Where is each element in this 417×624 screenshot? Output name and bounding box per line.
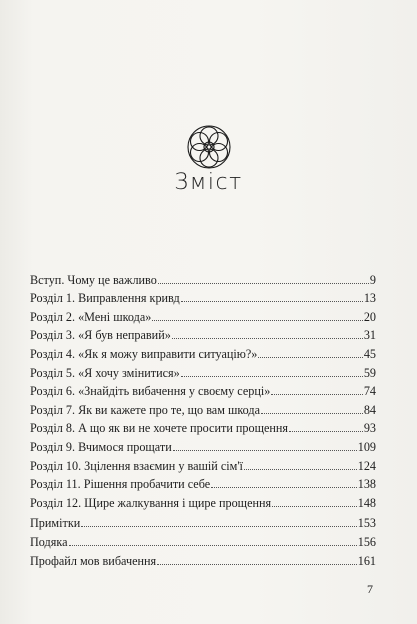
leader-dots	[173, 450, 357, 451]
toc-entry[interactable]	[30, 361, 376, 380]
toc-entry[interactable]	[30, 454, 376, 473]
toc-entry-title: Розділ 7. Як ви кажете про те, що вам шкода	[30, 402, 260, 417]
toc-entry-title: Розділ 9. Вчимося прощати	[30, 439, 172, 454]
toc-entry-page: 109	[357, 439, 376, 454]
toc-entry-title: Розділ 8. А що як ви не хочете просити прощення	[30, 421, 289, 436]
leader-dots	[81, 526, 356, 527]
toc-entry-title: Подяка	[30, 534, 68, 549]
toc-entry-page: 31	[363, 328, 376, 343]
leader-dots	[211, 487, 357, 488]
toc-entry[interactable]	[30, 398, 376, 417]
toc-entry[interactable]	[30, 491, 376, 510]
toc-entry-page: 59	[363, 365, 376, 380]
leader-dots	[258, 357, 362, 358]
toc-entry[interactable]	[30, 305, 376, 324]
toc-entry-page: 124	[357, 458, 376, 473]
toc-entry-page: 20	[363, 309, 376, 324]
table-of-contents	[30, 268, 376, 568]
toc-entry-title: Вступ. Чому це важливо	[30, 272, 157, 287]
toc-entry[interactable]	[30, 473, 376, 492]
circular-knot-ornament-icon	[186, 124, 232, 170]
leader-dots	[289, 431, 363, 432]
toc-entry[interactable]	[30, 549, 376, 568]
toc-entry-page: 161	[357, 553, 376, 568]
toc-entry-page: 138	[357, 477, 376, 492]
leader-dots	[158, 283, 369, 284]
leader-dots	[181, 376, 363, 377]
toc-entry-title: Розділ 6. «Знайдіть вибачення у своєму серці»	[30, 384, 271, 399]
leader-dots	[261, 413, 363, 414]
toc-entry-page: 74	[363, 384, 376, 399]
leader-dots	[181, 301, 363, 302]
toc-entry-page: 13	[363, 291, 376, 306]
page-number: 7	[367, 582, 373, 596]
leader-dots	[172, 338, 363, 339]
toc-entry-title: Розділ 2. «Мені шкода»	[30, 309, 152, 324]
toc-entry-title: Розділ 3. «Я був неправий»	[30, 328, 171, 343]
toc-entry-title: Примітки	[30, 516, 81, 531]
toc-entry-title: Розділ 12. Щире жалкування і щире прощення	[30, 495, 272, 510]
toc-entry-title: Розділ 10. Зцілення взаємин у вашій сім'ї	[30, 458, 243, 473]
toc-entry-page: 153	[357, 516, 376, 531]
toc-entry-title: Профайл мов вибачення	[30, 553, 157, 568]
page-title: Зміст	[174, 170, 243, 195]
toc-entry-title: Розділ 11. Рішення пробачити себе	[30, 477, 211, 492]
leader-dots	[271, 394, 362, 395]
leader-dots	[272, 506, 357, 507]
toc-entry-title: Розділ 5. «Я хочу змінитися»	[30, 365, 180, 380]
toc-entry[interactable]	[30, 342, 376, 361]
toc-entry-page: 45	[363, 346, 376, 361]
toc-entry-page: 9	[369, 272, 376, 287]
leader-dots	[69, 545, 357, 546]
toc-entry[interactable]	[30, 287, 376, 306]
leader-dots	[152, 320, 362, 321]
toc-entry[interactable]	[30, 268, 376, 287]
toc-entry[interactable]	[30, 435, 376, 454]
leader-dots	[244, 469, 357, 470]
toc-entry-page: 156	[357, 534, 376, 549]
toc-entry[interactable]	[30, 512, 376, 531]
toc-entry-page: 84	[363, 402, 376, 417]
toc-entry[interactable]	[30, 417, 376, 436]
leader-dots	[157, 564, 357, 565]
toc-entry-title: Розділ 1. Виправлення кривд	[30, 291, 180, 306]
toc-entry[interactable]	[30, 380, 376, 399]
toc-entry-page: 93	[363, 421, 376, 436]
toc-entry[interactable]	[30, 530, 376, 549]
toc-entry-page: 148	[357, 495, 376, 510]
toc-entry-title: Розділ 4. «Як я можу виправити ситуацію?»	[30, 346, 258, 361]
toc-entry[interactable]	[30, 324, 376, 343]
